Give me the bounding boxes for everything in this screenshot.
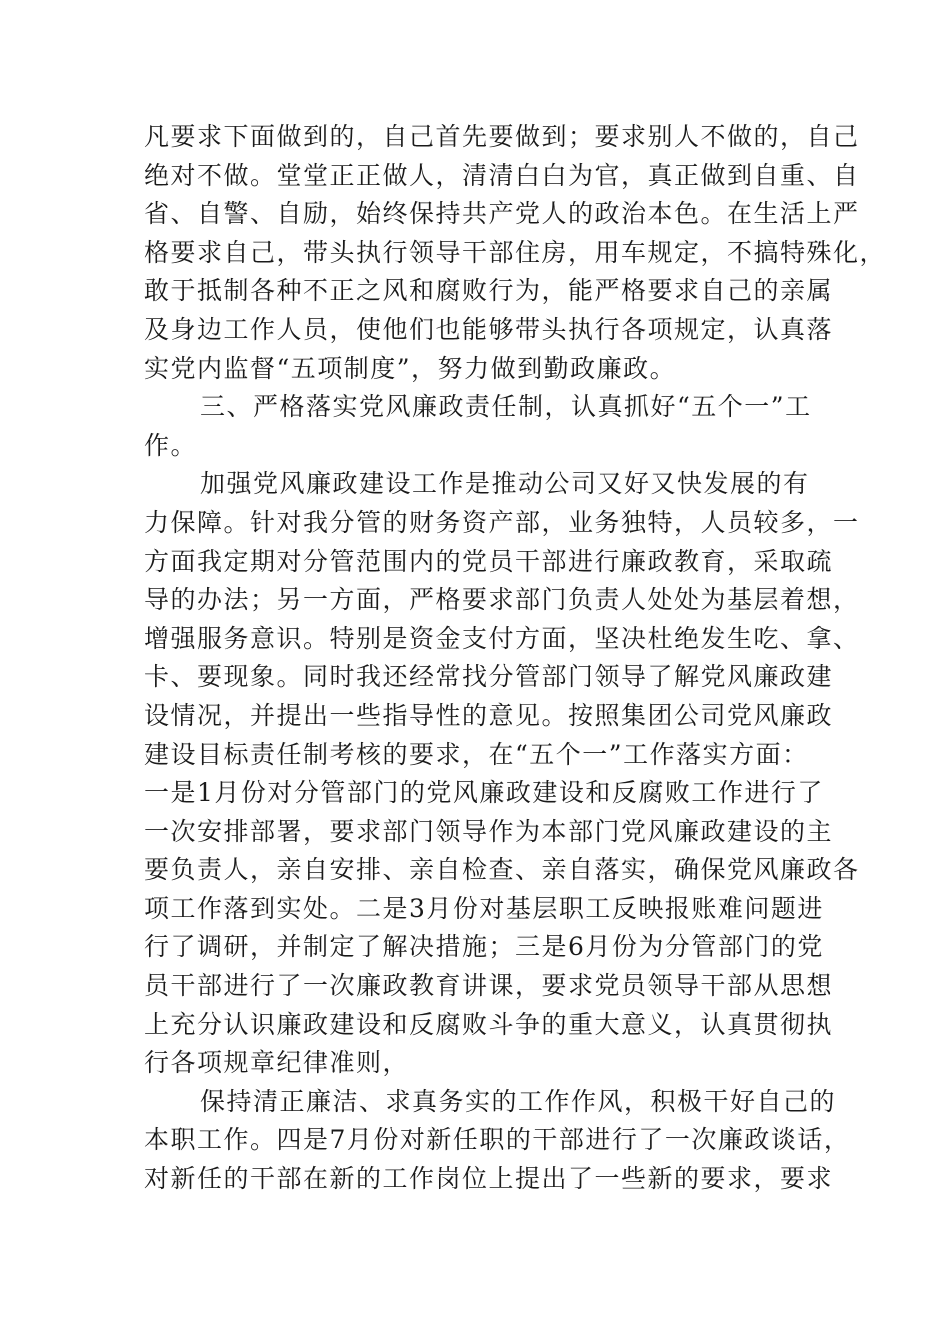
text-line: 员干部进行了一次廉政教育讲课，要求党员领导干部从思想 — [144, 971, 834, 1001]
text-line: 行各项规章纪律准则， — [144, 1048, 410, 1078]
text-line: 项工作落到实处。二是3月份对基层职工反映报账难问题进 — [144, 893, 824, 923]
text-line: 增强服务意识。特别是资金支付方面，坚决杜绝发生吃、拿、 — [144, 623, 860, 653]
text-line: 方面我定期对分管范围内的党员干部进行廉政教育，采取疏 — [144, 546, 834, 576]
text-line: 及身边工作人员，使他们也能够带头执行各项规定，认真落 — [144, 314, 834, 344]
text-line: 卡、要现象。同时我还经常找分管部门领导了解党风廉政建 — [144, 662, 834, 692]
paragraph-start: 保持清正廉洁、求真务实的工作作风，积极干好自己的 — [200, 1086, 837, 1116]
text-line: 本职工作。四是7月份对新任职的干部进行了一次廉政谈话， — [144, 1125, 851, 1155]
text-line: 设情况，并提出一些指导性的意见。按照集团公司党风廉政 — [144, 700, 834, 730]
text-line: 行了调研，并制定了解决措施；三是6月份为分管部门的党 — [144, 932, 824, 962]
text-line: 力保障。针对我分管的财务资产部，业务独特，人员较多，一 — [144, 507, 860, 537]
document-body — [144, 118, 887, 1199]
text-line: 省、自警、自励，始终保持共产党人的政治本色。在生活上严 — [144, 199, 860, 229]
text-line: 上充分认识廉政建设和反腐败斗争的重大意义，认真贯彻执 — [144, 1009, 834, 1039]
text-line: 要负责人，亲自安排、亲自检查、亲自落实，确保党风廉政各 — [144, 855, 860, 885]
text-line: 导的办法；另一方面，严格要求部门负责人处处为基层着想， — [144, 585, 860, 615]
text-line: 凡要求下面做到的，自己首先要做到；要求别人不做的，自己 — [144, 122, 860, 151]
text-line: 一是1月份对分管部门的党风廉政建设和反腐败工作进行了 — [144, 778, 824, 808]
paragraph-start: 加强党风廉政建设工作是推动公司又好又快发展的有 — [200, 469, 810, 499]
text-line: 实党内监督“五项制度”，努力做到勤政廉政。 — [144, 353, 677, 383]
text-line: 对新任的干部在新的工作岗位上提出了一些新的要求，要求 — [144, 1164, 834, 1194]
section-heading-end: 作。 — [144, 430, 198, 460]
text-line: 一次安排部署，要求部门领导作为本部门党风廉政建设的主 — [144, 816, 834, 846]
text-line: 格要求自己，带头执行领导干部住房，用车规定，不搞特殊化， — [144, 237, 887, 267]
section-heading: 三、严格落实党风廉政责任制，认真抓好“五个一”工 — [200, 392, 812, 422]
text-line: 绝对不做。堂堂正正做人，清清白白为官，真正做到自重、自 — [144, 160, 860, 190]
text-line: 敢于抵制各种不正之风和腐败行为，能严格要求自己的亲属 — [144, 276, 834, 306]
text-line: 建设目标责任制考核的要求，在“五个一”工作落实方面： — [144, 739, 809, 769]
